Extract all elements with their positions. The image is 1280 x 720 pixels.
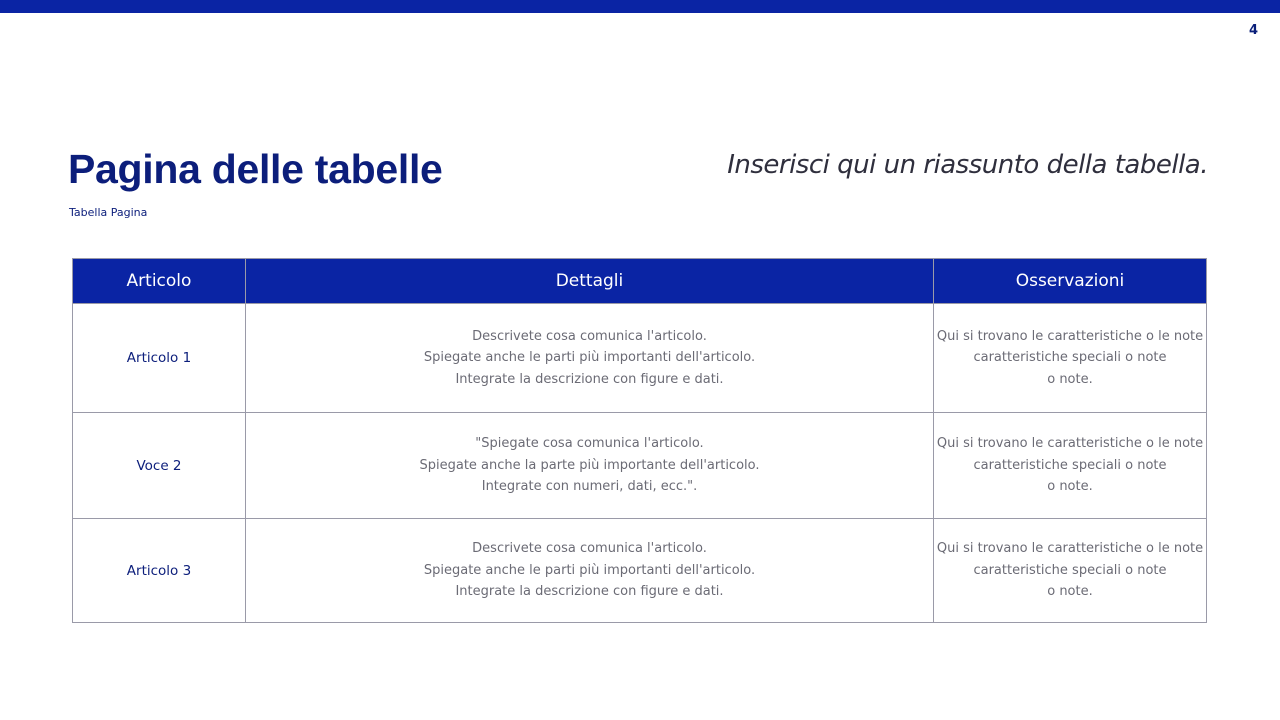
notes-cell: [934, 304, 1207, 413]
notes-cell: [934, 413, 1207, 519]
header-osservazioni: Osservazioni: [934, 259, 1207, 304]
details-cell: [246, 519, 934, 623]
notes-line: Qui si trovano le caratteristiche o le note: [936, 328, 1204, 344]
header-dettagli: Dettagli: [246, 259, 934, 304]
notes-line: o note.: [1047, 584, 1093, 600]
top-accent-bar: [0, 0, 1280, 13]
table-header-row: [73, 259, 1207, 304]
details-line: Descrivete cosa comunica l'articolo.: [472, 541, 707, 557]
notes-line: o note.: [1047, 479, 1093, 495]
details-line: Spiegate anche le parti più importanti dell'articolo.: [423, 562, 756, 578]
details-line: Integrate la descrizione con figure e dati.: [455, 371, 724, 387]
details-line: Integrate la descrizione con figure e dati.: [455, 584, 724, 600]
header-articolo: Articolo: [73, 259, 246, 304]
table-row: [73, 519, 1207, 623]
notes-line: caratteristiche speciali o note: [973, 350, 1167, 366]
details-line: Descrivete cosa comunica l'articolo.: [472, 328, 707, 344]
table-row: [73, 413, 1207, 519]
item-cell: Articolo 1: [73, 304, 246, 413]
details-cell: [246, 304, 934, 413]
data-table: [72, 258, 1207, 623]
table-row: [73, 304, 1207, 413]
details-line: Spiegate anche la parte più importante dell'articolo.: [419, 457, 760, 473]
notes-line: caratteristiche speciali o note: [973, 457, 1167, 473]
table-summary: Inserisci qui un riassunto della tabella.: [727, 150, 1208, 180]
notes-line: o note.: [1047, 371, 1093, 387]
details-line: Integrate con numeri, dati, ecc.".: [481, 479, 698, 495]
page-title: Pagina delle tabelle: [68, 146, 443, 192]
page-number: 4: [1248, 23, 1258, 38]
details-line: "Spiegate cosa comunica l'articolo.: [475, 436, 704, 452]
notes-line: Qui si trovano le caratteristiche o le note: [936, 436, 1204, 452]
item-cell: Voce 2: [73, 413, 246, 519]
details-cell: [246, 413, 934, 519]
details-line: Spiegate anche le parti più importanti dell'articolo.: [423, 350, 756, 366]
page-subtitle: Tabella Pagina: [69, 206, 148, 219]
notes-line: Qui si trovano le caratteristiche o le note: [936, 541, 1204, 557]
notes-cell: [934, 519, 1207, 623]
item-cell: Articolo 3: [73, 519, 246, 623]
notes-line: caratteristiche speciali o note: [973, 562, 1167, 578]
